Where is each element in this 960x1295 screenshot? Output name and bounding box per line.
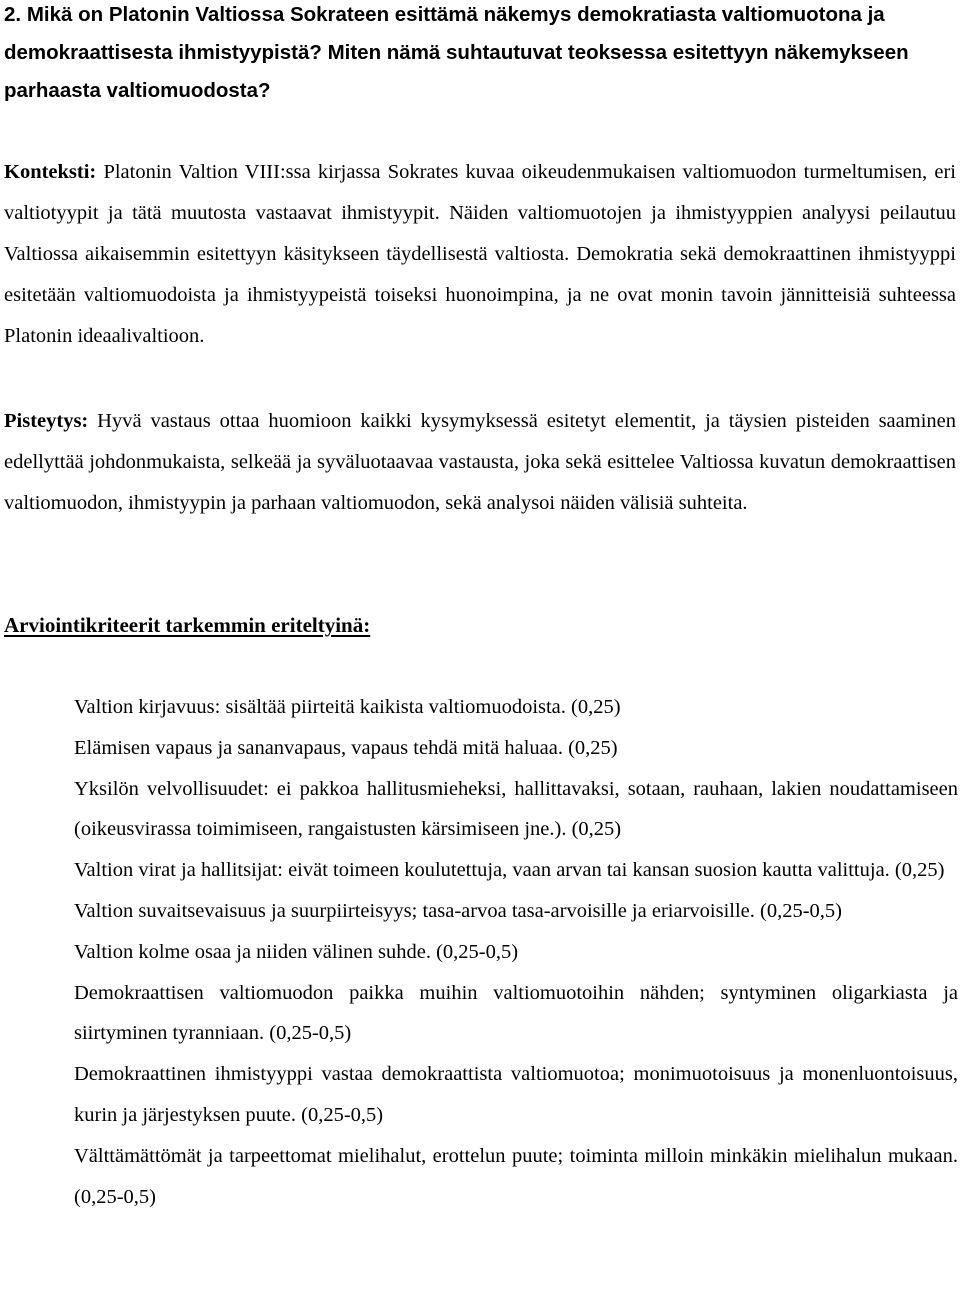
criteria-item: Yksilön velvollisuudet: ei pakkoa hallitusmieheksi, hallittavaksi, sotaan, rauhaan, lakien noudattamiseen (oikeusvirassa toimimiseen, rangaistusten kärsimiseen jne.). (0,25)	[74, 777, 958, 841]
criteria-item: Demokraattinen ihmistyyppi vastaa demokraattista valtiomuotoa; monimuotoisuus ja monenluontoisuus, kurin ja järjestyksen puute. (0,25-0,5)	[74, 1063, 958, 1126]
criteria-item: Valtion kolme osaa ja niiden välinen suhde. (0,25-0,5)	[74, 940, 519, 963]
criteria-item: Elämisen vapaus ja sananvapaus, vapaus tehdä mitä haluaa. (0,25)	[74, 736, 618, 759]
question-heading	[4, 0, 956, 110]
criteria-item: Valtion kirjavuus: sisältää piirteitä kaikista valtiomuodoista. (0,25)	[74, 696, 621, 718]
criteria-item: Valtion suvaitsevaisuus ja suurpiirteisyys; tasa-arvoa tasa-arvoisille ja eriarvoisille. (0,25-0,5)	[74, 899, 842, 922]
criteria-item: Valtion virat ja hallitsijat: eivät toimeen koulutettuja, vaan arvan tai kansan suosion kautta valittuja. (0,25)	[74, 859, 945, 882]
context-label: Konteksti:	[4, 161, 97, 183]
context-text: Platonin Valtion VIII:ssa kirjassa Sokrates kuvaa oikeudenmukaisen valtiomuodon turmeltumisen, eri valtiotyypit ja tätä muutosta vastaavat ihmistyypit. Näiden valtiomuotojen ja ihmistyyppien analyysi peilautuu Valtiossa aikaisemmin esitettyyn käsitykseen täydellisestä valtiosta. Demokratia sekä demokraattinen ihmistyyppi esitetään valtiomuodoista ja ihmistyypeistä toiseksi huonoimpina, ja ne ovat monin tavoin jännitteisiä suhteessa Platonin ideaalivaltioon.	[4, 161, 957, 347]
scoring-label: Pisteytys:	[4, 410, 89, 432]
criteria-item: Demokraattisen valtiomuodon paikka muihin valtiomuotoihin nähden; syntyminen oligarkiasta ja siirtyminen tyranniaan. (0,25-0,5)	[74, 981, 958, 1045]
question-number: 2.	[4, 3, 22, 26]
criteria-heading: Arviointikriteerit tarkemmin eriteltyinä:	[4, 613, 371, 637]
criteria-item: Välttämättömät ja tarpeettomat mielihalut, erottelun puute; toiminta milloin minkäkin mielihalun mukaan. (0,25-0,5)	[74, 1144, 958, 1208]
scoring-text: Hyvä vastaus ottaa huomioon kaikki kysymyksessä esitetyt elementit, ja täysien pisteiden saaminen edellyttää johdonmukaista, selkeää ja syväluotaavaa vastausta, joka sekä esittelee Valtiossa kuvatun demokraattisen valtiomuodon, ihmistyypin ja parhaan valtiomuodon, sekä analysoi näiden välisiä suhteita.	[4, 410, 956, 514]
scoring-paragraph	[4, 401, 956, 524]
context-paragraph	[4, 152, 956, 357]
criteria-list	[74, 687, 958, 1217]
question-text: Mikä on Platonin Valtiossa Sokrateen esittämä näkemys demokratiasta valtiomuotona ja demokraattisesta ihmistyypistä? Miten nämä suhtautuvat teoksessa esitettyyn näkemykseen parhaasta valtiomuodosta?	[4, 3, 909, 102]
